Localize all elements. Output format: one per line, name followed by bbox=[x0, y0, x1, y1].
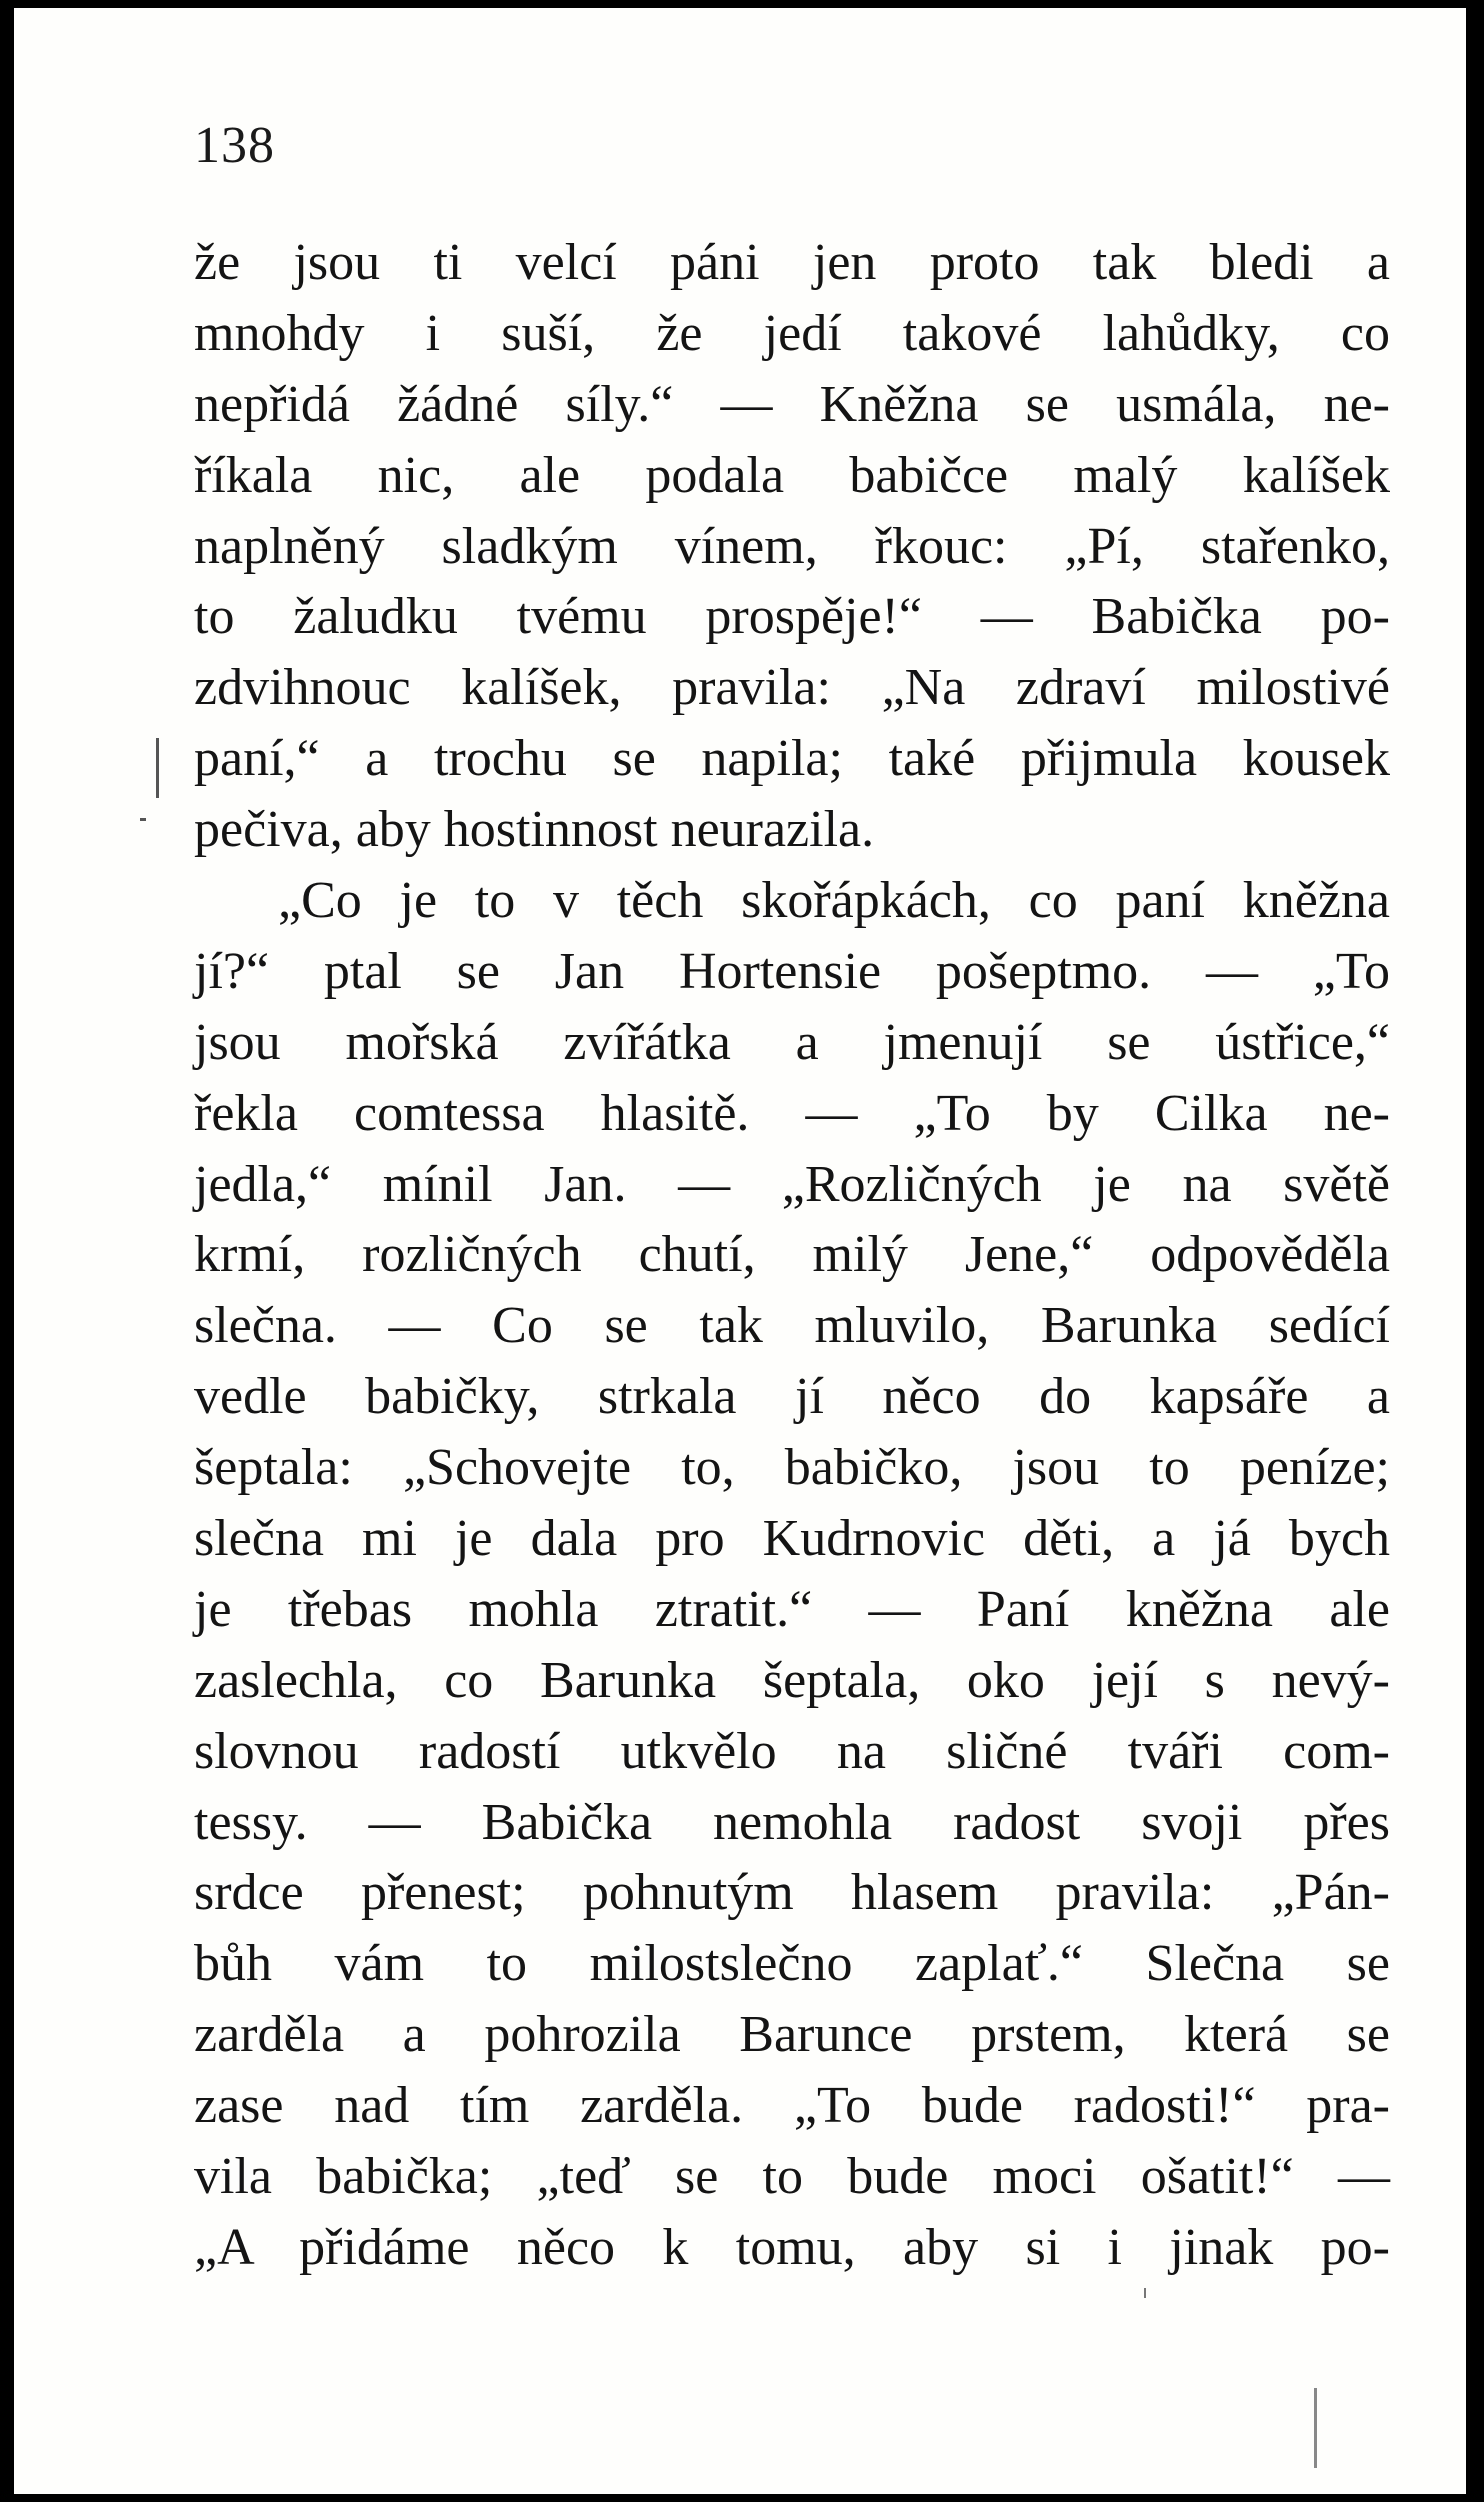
text-line-6: to žaludku tvému prospěje!“ — Babička po- bbox=[194, 588, 1390, 646]
text-line-9: pečiva, aby hostinnost neurazila. bbox=[194, 801, 875, 859]
text-line-29: „A přidáme něco k tomu, aby si i jinak po- bbox=[194, 2218, 1390, 2276]
text-line-22: slovnou radostí utkvělo na sličné tváři com- bbox=[194, 1722, 1390, 1780]
text-line-13: řekla comtessa hlasitě. — „To by Cilka ne- bbox=[194, 1084, 1390, 1142]
text-line-19: slečna mi je dala pro Kudrnovic děti, a já bych bbox=[194, 1510, 1390, 1568]
text-line-11: jí?“ ptal se Jan Hortensie pošeptmo. — „To bbox=[194, 942, 1390, 1000]
text-line-16: slečna. — Co se tak mluvilo, Barunka sedící bbox=[194, 1297, 1390, 1355]
text-line-7: zdvihnouc kalíšek, pravila: „Na zdraví milostivé bbox=[194, 659, 1390, 717]
text-line-20: je třebas mohla ztratit.“ — Paní kněžna ale bbox=[194, 1580, 1390, 1638]
page-body-text bbox=[194, 228, 1390, 2284]
text-line-23: tessy. — Babička nemohla radost svoji přes bbox=[194, 1793, 1390, 1851]
text-line-21: zaslechla, co Barunka šeptala, oko její s nevý- bbox=[194, 1651, 1390, 1709]
text-line-18: šeptala: „Schovejte to, babičko, jsou to peníze; bbox=[194, 1439, 1390, 1497]
text-line-27: zase nad tím zarděla. „To bude radosti!“ pra- bbox=[194, 2077, 1390, 2135]
page-number: 138 bbox=[194, 117, 275, 174]
margin-mark bbox=[1144, 2288, 1146, 2298]
text-line-28: vila babička; „teď se to bude moci ošatit!“ — bbox=[194, 2148, 1390, 2206]
text-line-14: jedla,“ mínil Jan. — „Rozličných je na světě bbox=[194, 1155, 1390, 1213]
text-line-24: srdce přenest; pohnutým hlasem pravila: „Pán- bbox=[194, 1864, 1390, 1922]
text-line-15: krmí, rozličných chutí, milý Jene,“ odpověděla bbox=[194, 1226, 1390, 1284]
text-line-26: zarděla a pohrozila Barunce prstem, která se bbox=[194, 2006, 1390, 2064]
text-line-3: nepřidá žádné síly.“ — Kněžna se usmála, ne- bbox=[194, 375, 1390, 433]
text-line-12: jsou mořská zvířátka a jmenují se ústřice,“ bbox=[194, 1013, 1390, 1071]
text-line-2: mnohdy i suší, že jedí takové lahůdky, co bbox=[194, 304, 1390, 362]
text-line-1: že jsou ti velcí páni jen proto tak bledi a bbox=[194, 234, 1390, 291]
book-page bbox=[14, 8, 1466, 2494]
margin-mark bbox=[1314, 2388, 1317, 2468]
text-line-8: paní,“ a trochu se napila; také přijmula kousek bbox=[194, 730, 1390, 788]
text-line-17: vedle babičky, strkala jí něco do kapsáře a bbox=[194, 1368, 1390, 1426]
text-line-5: naplněný sladkým vínem, řkouc: „Pí, stařenko, bbox=[194, 517, 1390, 575]
text-line-10: „Co je to v těch skořápkách, co paní kněžna bbox=[278, 872, 1390, 930]
margin-mark bbox=[140, 818, 146, 821]
text-line-4: říkala nic, ale podala babičce malý kalíšek bbox=[194, 446, 1390, 504]
margin-mark bbox=[156, 738, 159, 798]
text-line-25: bůh vám to milostslečno zaplať.“ Slečna se bbox=[194, 1935, 1390, 1993]
